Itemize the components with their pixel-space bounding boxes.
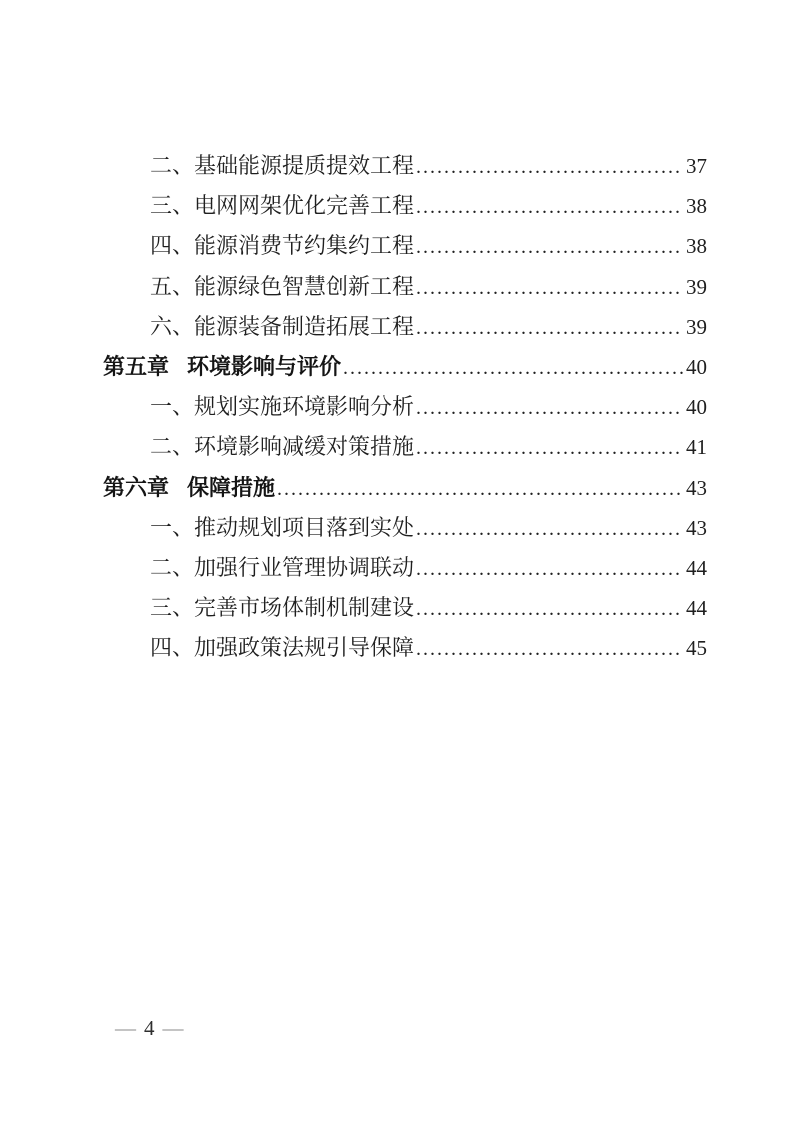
toc-sub-entry bbox=[103, 267, 707, 307]
toc-entry-label: 六、能源装备制造拓展工程 bbox=[150, 313, 415, 339]
table-of-contents bbox=[103, 146, 707, 668]
toc-page-number: 40 bbox=[686, 354, 707, 379]
dot-leader bbox=[416, 147, 683, 187]
toc-sub-entry bbox=[103, 307, 707, 347]
toc-page-number: 44 bbox=[686, 555, 707, 580]
toc-sub-entry bbox=[103, 588, 707, 628]
dot-leader bbox=[416, 268, 683, 308]
toc-entry-label: 一、推动规划项目落到实处 bbox=[150, 514, 415, 540]
toc-entry-label: 五、能源绿色智慧创新工程 bbox=[150, 273, 415, 299]
toc-page-number: 37 bbox=[686, 154, 707, 178]
toc-page-number: 41 bbox=[686, 435, 707, 460]
toc-chapter-title: 保障措施 bbox=[187, 474, 276, 500]
toc-page-number: 45 bbox=[686, 636, 707, 661]
footer-dash-right: — bbox=[162, 1016, 185, 1040]
toc-page-number: 40 bbox=[686, 395, 707, 420]
toc-sub-entry bbox=[103, 548, 707, 588]
toc-chapter-entry bbox=[103, 468, 707, 508]
toc-page-number: 43 bbox=[686, 515, 707, 540]
toc-page-number: 44 bbox=[686, 596, 707, 621]
toc-sub-entry bbox=[103, 226, 707, 266]
dot-leader bbox=[416, 428, 683, 468]
toc-entry-label: 一、规划实施环境影响分析 bbox=[150, 394, 415, 420]
dot-leader bbox=[416, 509, 683, 549]
toc-page-number: 38 bbox=[686, 194, 707, 219]
toc-sub-entry bbox=[103, 387, 707, 427]
toc-entry-label: 三、电网网架优化完善工程 bbox=[150, 193, 415, 219]
toc-chapter-number: 第五章 bbox=[103, 353, 170, 379]
dot-leader bbox=[416, 589, 683, 629]
toc-chapter-entry bbox=[103, 347, 707, 387]
toc-entry-label: 二、环境影响减缓对策措施 bbox=[150, 434, 415, 460]
dot-leader bbox=[277, 469, 683, 509]
page-footer bbox=[108, 1016, 192, 1041]
toc-sub-entry bbox=[103, 508, 707, 548]
toc-sub-entry bbox=[103, 146, 707, 186]
toc-page-number: 43 bbox=[686, 475, 707, 500]
toc-entry-label: 二、加强行业管理协调联动 bbox=[150, 554, 415, 580]
toc-entry-label: 四、加强政策法规引导保障 bbox=[150, 635, 415, 661]
toc-chapter-number: 第六章 bbox=[103, 474, 170, 500]
dot-leader bbox=[416, 187, 683, 227]
toc-sub-entry bbox=[103, 427, 707, 467]
toc-entry-label: 三、完善市场体制机制建设 bbox=[150, 595, 415, 621]
toc-sub-entry bbox=[103, 628, 707, 668]
dot-leader bbox=[416, 549, 683, 589]
toc-page-number: 39 bbox=[686, 274, 707, 299]
dot-leader bbox=[343, 348, 683, 388]
toc-entry-label: 四、能源消费节约集约工程 bbox=[150, 233, 415, 259]
dot-leader bbox=[416, 388, 683, 428]
toc-sub-entry bbox=[103, 186, 707, 226]
footer-page-number: 4 bbox=[144, 1016, 156, 1040]
dot-leader bbox=[416, 227, 683, 267]
toc-page-number: 39 bbox=[686, 314, 707, 339]
toc-page-number: 38 bbox=[686, 234, 707, 259]
toc-chapter-title: 环境影响与评价 bbox=[187, 353, 342, 379]
dot-leader bbox=[416, 629, 683, 669]
toc-entry-label: 二、基础能源提质提效工程 bbox=[150, 153, 415, 178]
dot-leader bbox=[416, 308, 683, 348]
footer-dash-left: — bbox=[115, 1016, 137, 1040]
